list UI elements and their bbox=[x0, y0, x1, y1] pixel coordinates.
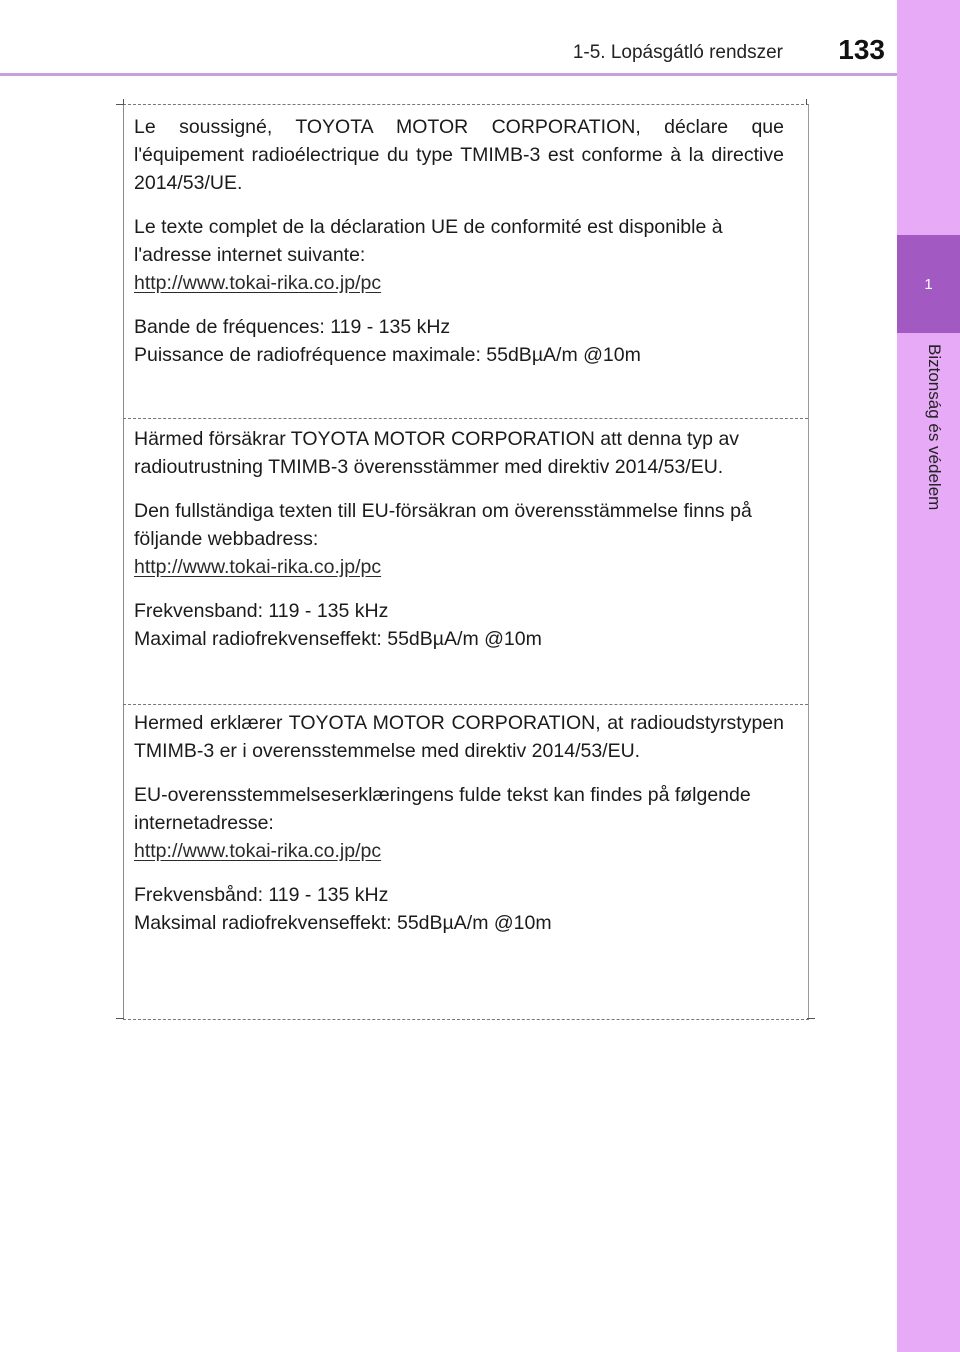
frequency-band: Frekvensbånd: 119 - 135 kHz bbox=[134, 884, 389, 906]
chapter-number: 1 bbox=[897, 235, 960, 333]
section-divider bbox=[123, 704, 808, 705]
declaration-url[interactable]: http://www.tokai-rika.co.jp/pc bbox=[134, 272, 382, 294]
declaration-statement: Hermed erklærer TOYOTA MOTOR CORPORATION, at radioudstyrstypen TMIMB-3 er i overensstemmelse med direktiv 2014/53/EU. bbox=[134, 712, 784, 762]
declaration-availability: EU-overensstemmelseserklæringens fulde tekst kan findes på følgende internetadresse: bbox=[134, 784, 751, 834]
header-rule bbox=[0, 73, 897, 76]
frequency-band: Bande de fréquences: 119 - 135 kHz bbox=[134, 316, 451, 338]
max-power: Maximal radiofrekvenseffekt: 55dBµA/m @10m bbox=[134, 628, 542, 650]
max-power: Maksimal radiofrekvenseffekt: 55dBµA/m @10m bbox=[134, 912, 552, 934]
corner-mark-top-right bbox=[806, 99, 807, 105]
declaration-danish bbox=[134, 709, 784, 937]
max-power: Puissance de radiofréquence maximale: 55dBµA/m @10m bbox=[134, 344, 641, 366]
corner-mark-top-left-v bbox=[123, 99, 124, 105]
declaration-statement: Le soussigné, TOYOTA MOTOR CORPORATION, déclare que l'équipement radioélectrique du type TMIMB-3 est conforme à la directive 2014/53/UE. bbox=[134, 116, 784, 194]
declaration-statement: Härmed försäkrar TOYOTA MOTOR CORPORATION att denna typ av radioutrustning TMIMB-3 överensstämmer med direktiv 2014/53/EU. bbox=[134, 428, 740, 478]
chapter-side-tab bbox=[897, 0, 960, 1352]
section-title: 1-5. Lopásgátló rendszer bbox=[572, 42, 783, 63]
declaration-availability: Den fullständiga texten till EU-försäkran om överensstämmelse finns på följande webbadress: bbox=[134, 500, 752, 550]
declaration-swedish bbox=[134, 425, 784, 653]
section-divider bbox=[123, 418, 808, 419]
corner-mark-bottom-right bbox=[807, 1018, 815, 1019]
declaration-availability: Le texte complet de la déclaration UE de conformité est disponible à l'adresse internet suivante: bbox=[134, 216, 723, 266]
declaration-url[interactable]: http://www.tokai-rika.co.jp/pc bbox=[134, 556, 382, 578]
corner-mark-bottom-left bbox=[116, 1018, 124, 1019]
declaration-url[interactable]: http://www.tokai-rika.co.jp/pc bbox=[134, 840, 382, 862]
chapter-title: Biztonság és védelem bbox=[925, 344, 944, 511]
page-number: 133 bbox=[838, 34, 885, 65]
frequency-band: Frekvensband: 119 - 135 kHz bbox=[134, 600, 389, 622]
declaration-french bbox=[134, 113, 784, 369]
